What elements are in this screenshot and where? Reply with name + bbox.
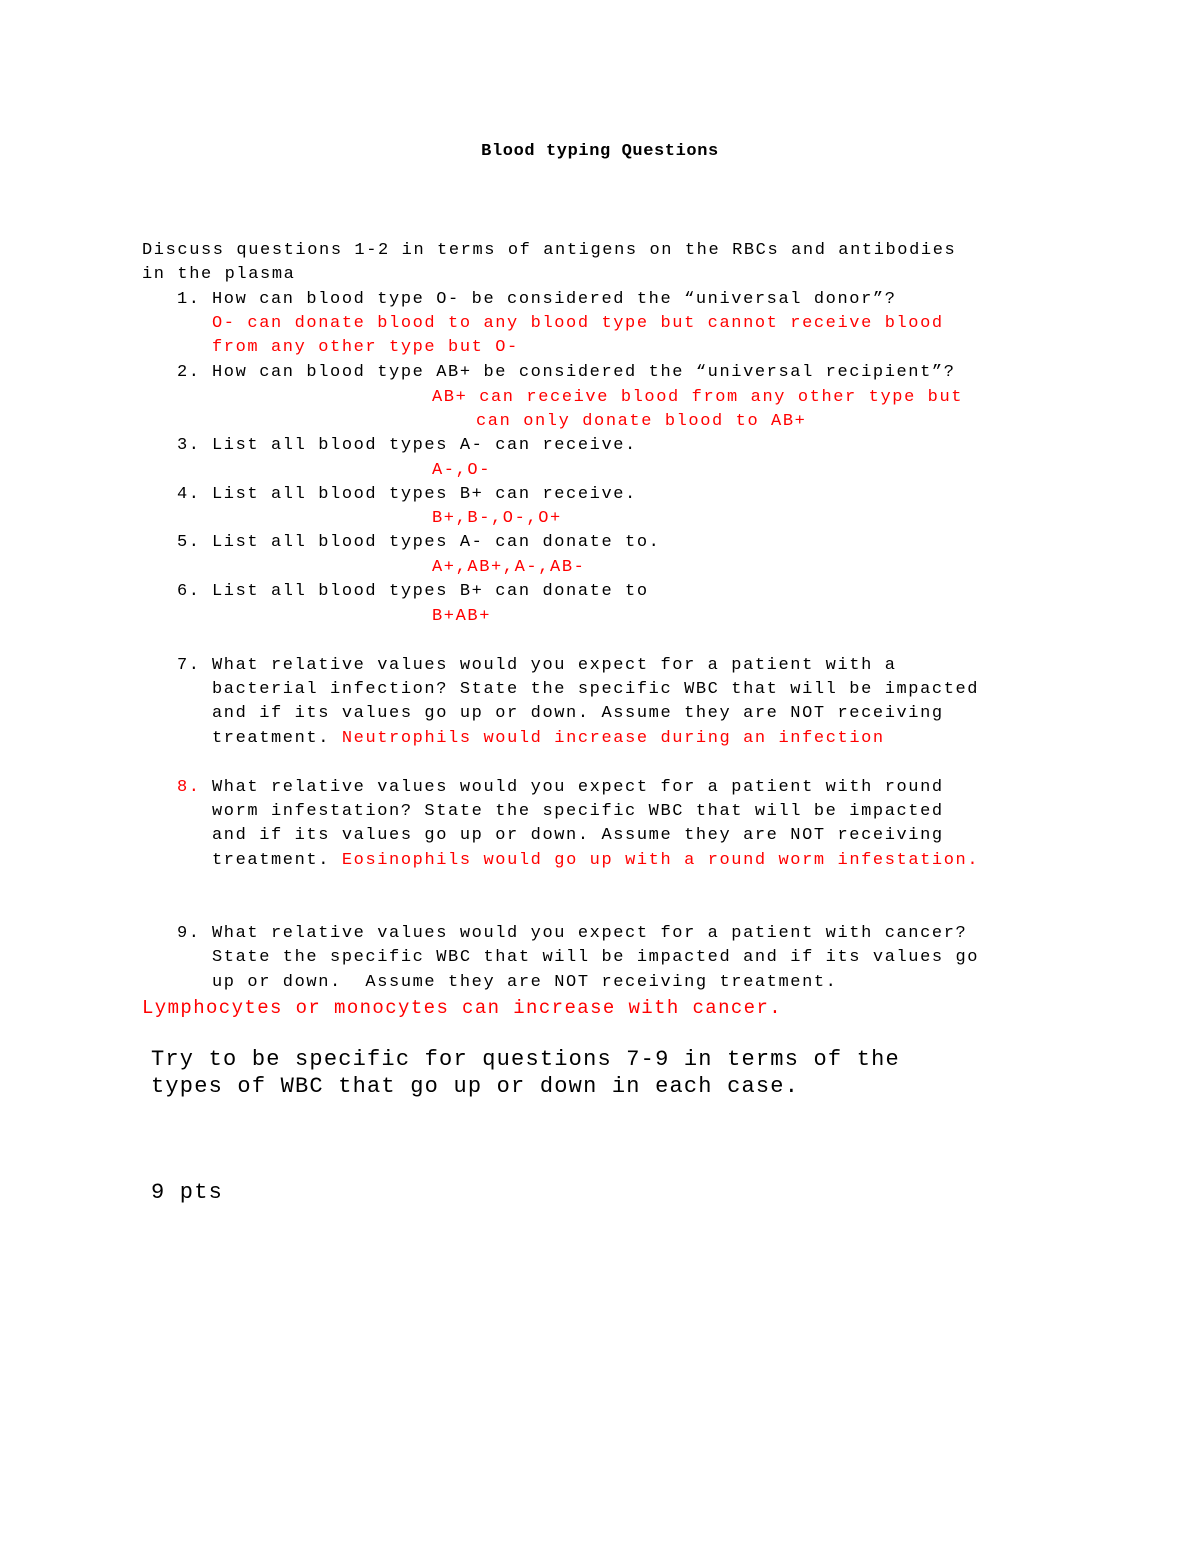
answer-text: B+,B-,O-,O+	[432, 509, 562, 528]
question-number: 4.	[177, 485, 201, 504]
question-text: up or down. Assume they are NOT receiving treatment.	[212, 973, 838, 992]
answer-text: from any other type but O-	[212, 338, 519, 357]
question-text: How can blood type AB+ be considered the “universal recipient”?	[212, 363, 956, 382]
answer-text: Lymphocytes or monocytes can increase with cancer.	[142, 997, 783, 1019]
answer-text: O- can donate blood to any blood type but cannot receive blood	[212, 314, 944, 333]
question-number: 3.	[177, 436, 201, 455]
instruction-note: types of WBC that go up or down in each case.	[151, 1074, 800, 1099]
page-title: Blood typing Questions	[481, 142, 719, 161]
answer-text: Eosinophils would go up with a round worm infestation.	[341, 851, 980, 870]
question-text-with-answer	[212, 727, 885, 751]
intro-line-1: Discuss questions 1-2 in terms of antigens on the RBCs and antibodies	[142, 241, 957, 260]
answer-text: A-,O-	[432, 461, 492, 480]
answer-text: can only donate blood to AB+	[476, 412, 807, 431]
question-text: State the specific WBC that will be impacted and if its values go	[212, 948, 980, 967]
question-number: 6.	[177, 582, 201, 601]
question-number: 7.	[177, 656, 201, 675]
answer-text: B+AB+	[432, 607, 492, 626]
question-number: 1.	[177, 290, 201, 309]
question-text: treatment.	[212, 851, 331, 870]
intro-line-2: in the plasma	[142, 265, 296, 284]
question-text: List all blood types A- can receive.	[212, 436, 637, 455]
question-text: and if its values go up or down. Assume they are NOT receiving	[212, 826, 944, 845]
question-text: and if its values go up or down. Assume they are NOT receiving	[212, 704, 944, 723]
question-text: bacterial infection? State the specific WBC that will be impacted	[212, 680, 980, 699]
question-text: List all blood types B+ can receive.	[212, 485, 637, 504]
question-text: What relative values would you expect for a patient with a	[212, 656, 897, 675]
question-text: worm infestation? State the specific WBC that will be impacted	[212, 802, 944, 821]
answer-text: Neutrophils would increase during an infection	[341, 729, 885, 748]
points-label: 9 pts	[151, 1180, 224, 1205]
question-text-with-answer	[212, 849, 979, 873]
question-text: What relative values would you expect for a patient with round	[212, 778, 944, 797]
question-text: How can blood type O- be considered the “universal donor”?	[212, 290, 897, 309]
instruction-note: Try to be specific for questions 7-9 in terms of the	[151, 1047, 900, 1072]
answer-text: A+,AB+,A-,AB-	[432, 558, 586, 577]
question-text: List all blood types A- can donate to.	[212, 533, 661, 552]
question-text: What relative values would you expect for a patient with cancer?	[212, 924, 968, 943]
question-number: 5.	[177, 533, 201, 552]
question-number: 8.	[177, 778, 201, 797]
question-text: List all blood types B+ can donate to	[212, 582, 649, 601]
question-number: 9.	[177, 924, 201, 943]
answer-text: AB+ can receive blood from any other type but	[432, 388, 964, 407]
question-number: 2.	[177, 363, 201, 382]
question-text: treatment.	[212, 729, 331, 748]
